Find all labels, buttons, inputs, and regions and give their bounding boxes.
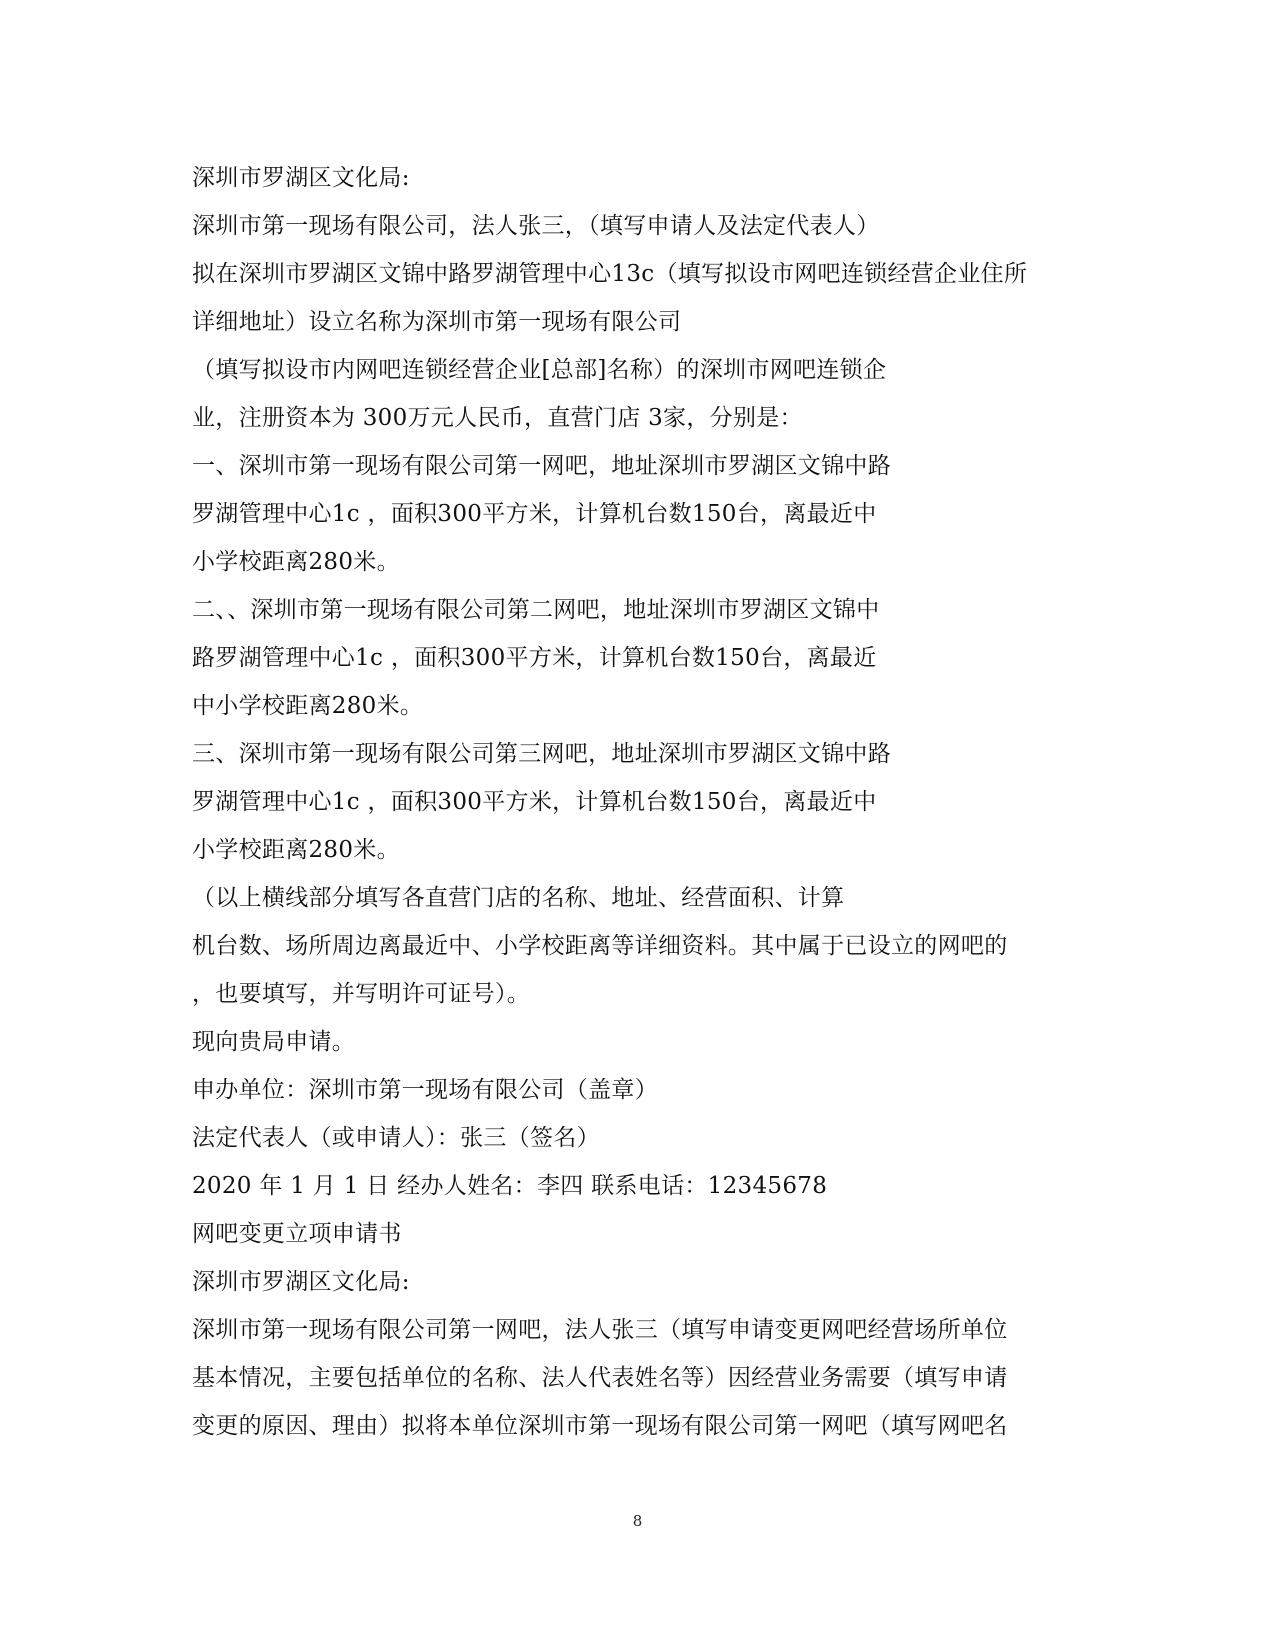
store-item-line: 三、深圳市第一现场有限公司第三网吧，地址深圳市罗湖区文锦中路 — [192, 741, 891, 767]
note-line: （以上横线部分填写各直营门店的名称、地址、经营面积、计算 — [192, 885, 845, 911]
note-line: 机台数、场所周边离最近中、小学校距离等详细资料。其中属于已设立的网吧的 — [192, 933, 1008, 959]
store-item-line: 二、、深圳市第一现场有限公司第二网吧，地址深圳市罗湖区文锦中 — [192, 597, 880, 623]
text-line: 基本情况，主要包括单位的名称、法人代表姓名等）因经营业务需要（填写申请 — [192, 1365, 1008, 1391]
text-line: 拟在深圳市罗湖区文锦中路罗湖管理中心13c（填写拟设市网吧连锁经营企业住所 — [192, 261, 1028, 287]
text-line: 变更的原因、理由）拟将本单位深圳市第一现场有限公司第一网吧（填写网吧名 — [192, 1413, 1008, 1439]
text-line: （填写拟设市内网吧连锁经营企业[总部]名称）的深圳市网吧连锁企 — [192, 357, 887, 383]
addressee-line: 深圳市罗湖区文化局: — [192, 165, 410, 191]
text-line: 深圳市第一现场有限公司第一网吧，法人张三（填写申请变更网吧经营场所单位 — [192, 1317, 1008, 1343]
legal-representative-line: 法定代表人（或申请人）：张三（签名） — [192, 1125, 600, 1151]
addressee-line: 深圳市罗湖区文化局: — [192, 1269, 410, 1295]
request-line: 现向贵局申请。 — [192, 1029, 356, 1055]
document-body — [192, 160, 1092, 1456]
text-line: 深圳市第一现场有限公司，法人张三，（填写申请人及法定代表人） — [192, 213, 880, 239]
date-contact-line: 2020 年 1 月 1 日 经办人姓名：李四 联系电话：12345678 — [192, 1173, 828, 1199]
applicant-unit-line: 申办单位：深圳市第一现场有限公司（盖章） — [192, 1077, 658, 1103]
store-item-line: 小学校距离280米。 — [192, 549, 400, 575]
store-item-line: 中小学校距离280米。 — [192, 693, 424, 719]
store-item-line: 罗湖管理中心1c ，面积300平方米，计算机台数150台，离最近中 — [192, 501, 877, 527]
text-line: 业，注册资本为 300万元人民币，直营门店 3家，分别是： — [192, 405, 803, 431]
store-item-line: 路罗湖管理中心1c ，面积300平方米，计算机台数150台，离最近 — [192, 645, 877, 671]
store-item-line: 罗湖管理中心1c ，面积300平方米，计算机台数150台，离最近中 — [192, 789, 877, 815]
text-line: 详细地址）设立名称为深圳市第一现场有限公司 — [192, 309, 682, 335]
page-number: 8 — [632, 1512, 643, 1530]
store-item-line: 一、深圳市第一现场有限公司第一网吧，地址深圳市罗湖区文锦中路 — [192, 453, 891, 479]
note-line: ，也要填写，并写明许可证号）。 — [192, 981, 530, 1007]
section-title: 网吧变更立项申请书 — [192, 1221, 402, 1247]
store-item-line: 小学校距离280米。 — [192, 837, 400, 863]
